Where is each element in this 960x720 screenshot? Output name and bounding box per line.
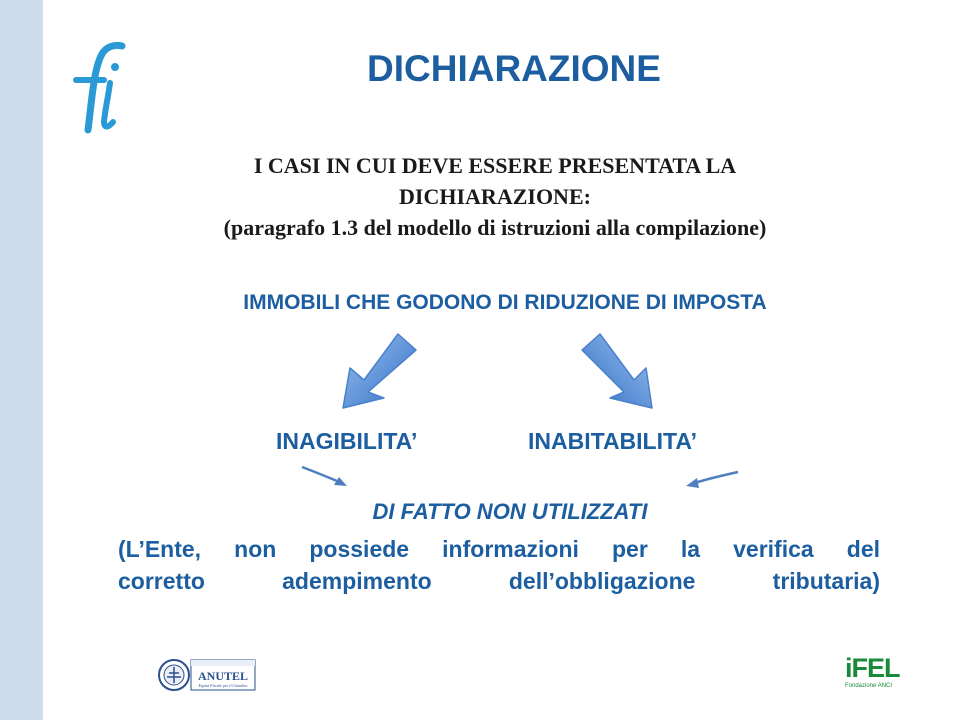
note-word: per — [611, 536, 648, 562]
note-word: corretto — [118, 568, 205, 594]
svg-text:Equità Fiscale per il Cittadin: Equità Fiscale per il Cittadino — [198, 683, 248, 688]
note-word: verifica — [733, 536, 814, 562]
arrow-down-right-icon — [582, 334, 652, 408]
subtitle-line-2: DICHIARAZIONE: — [399, 184, 591, 209]
anutel-logo — [157, 655, 257, 695]
subtitle-line-1: I CASI IN CUI DEVE ESSERE PRESENTATA LA — [253, 153, 737, 178]
unused-properties-line: DI FATTO NON UTILIZZATI — [372, 499, 648, 524]
note-word: la — [680, 536, 701, 562]
small-arrow-right-icon — [302, 467, 347, 486]
ifel-logo-caption: Fondazione ANCI — [845, 683, 893, 689]
label-inagibilita: INAGIBILITA’ — [276, 428, 418, 454]
note-line-1 — [118, 533, 880, 565]
slide-title: DICHIARAZIONE — [367, 48, 661, 89]
arrow-down-left-icon — [343, 334, 416, 408]
label-inabitabilita: INABITABILITA’ — [528, 428, 698, 454]
note-word: (L’Ente, — [118, 536, 202, 562]
note-word: dell’obbligazione — [508, 568, 696, 594]
ifel-logo — [845, 653, 900, 695]
note-line-2 — [118, 565, 880, 597]
note-word: informazioni — [442, 536, 579, 562]
explanatory-note — [118, 533, 880, 597]
subtitle-line-3: (paragrafo 1.3 del modello di istruzioni alla compilazione) — [223, 215, 767, 240]
note-word: adempimento — [282, 568, 432, 594]
note-word: del — [846, 536, 880, 562]
note-word: tributaria) — [772, 568, 880, 594]
ifel-logo-text: iFEL — [845, 653, 900, 683]
note-word: non — [234, 536, 277, 562]
category-heading: IMMOBILI CHE GODONO DI RIDUZIONE DI IMPOSTA — [243, 291, 767, 314]
small-arrow-left-icon — [686, 472, 738, 488]
note-word: possiede — [309, 536, 410, 562]
svg-text:ANUTEL: ANUTEL — [197, 669, 249, 683]
